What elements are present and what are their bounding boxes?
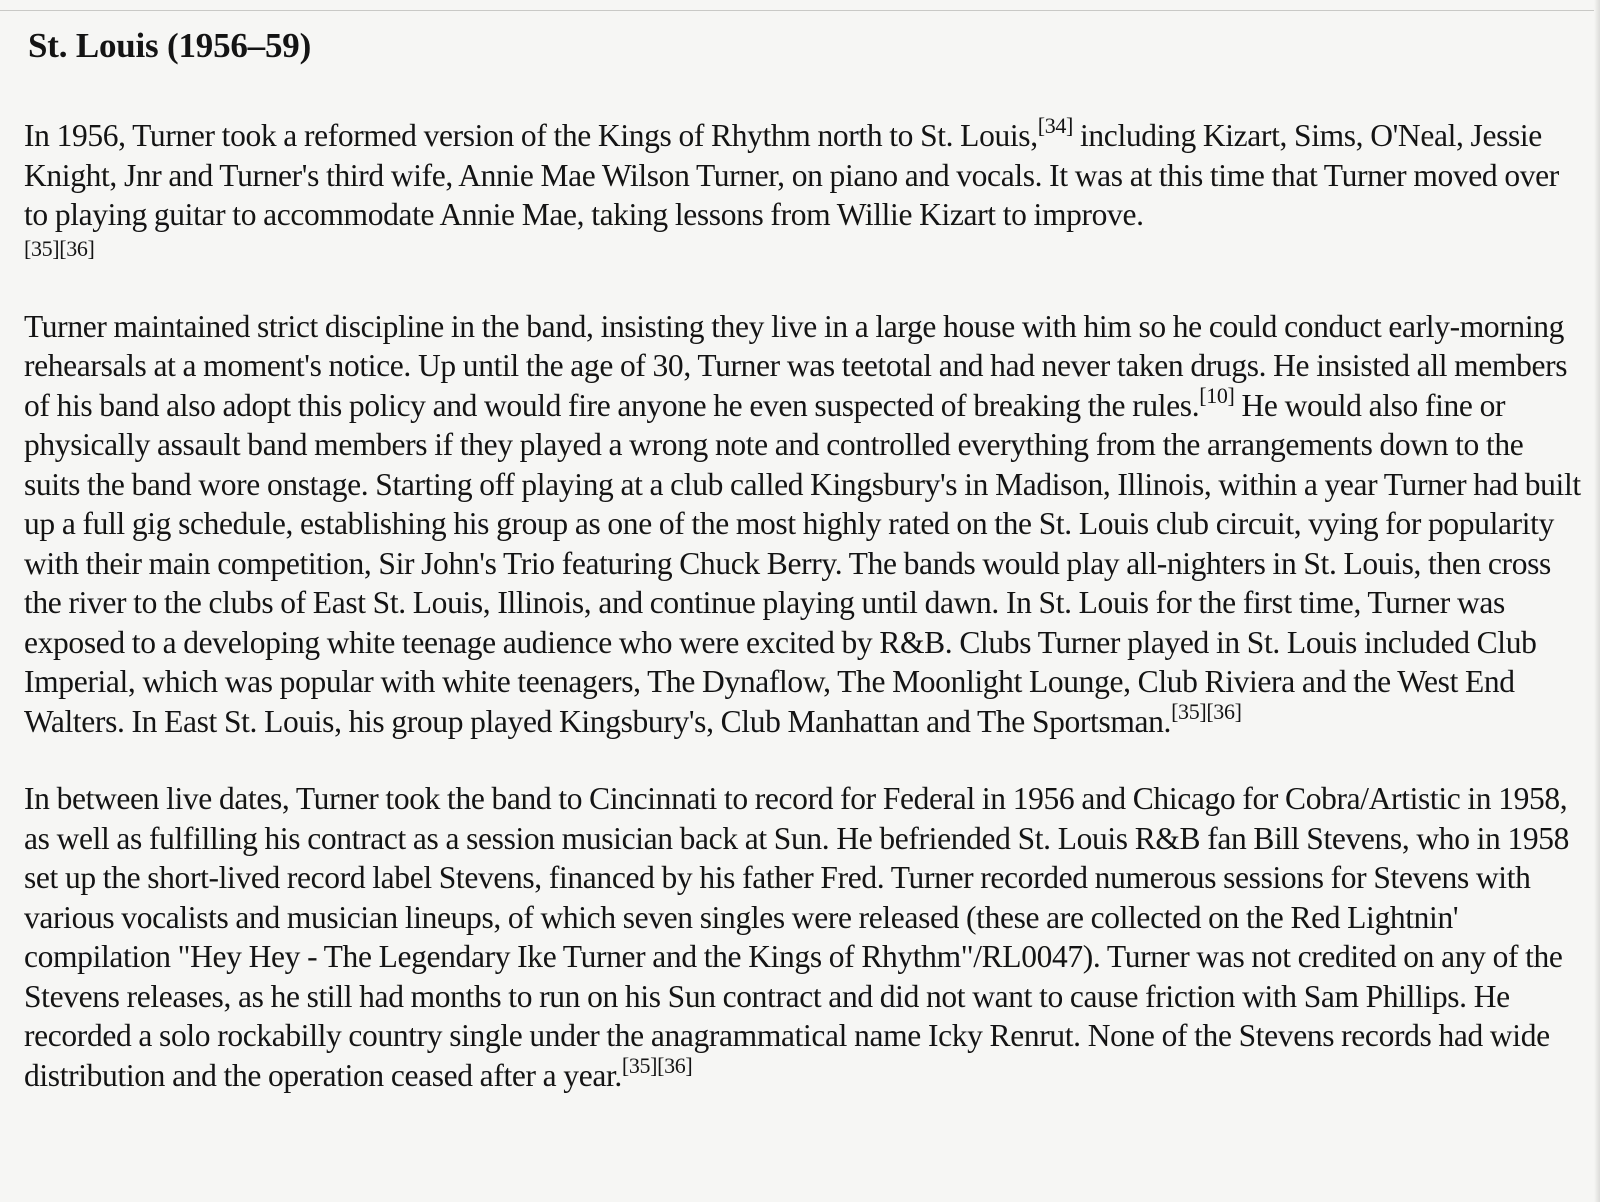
- citation-link[interactable]: [34]: [1037, 113, 1073, 138]
- paragraph-3: [24, 779, 1584, 1095]
- scan-top-edge: [0, 10, 1600, 11]
- paragraph-text: He would also fine or physically assault band members if they played a wrong note and controlled everything from the arrangements down to the suits the band wore onstage. Starting off playing at a club called Kingsbury's in Madison, Illinois, within a year Turner had built up a full gig schedule, establishing his group as one of the most highly rated on the St. Louis club circuit, vying for popularity with their main competition, Sir John's Trio featuring Chuck Berry. The bands would play all-nighters in St. Louis, then cross the river to the clubs of East St. Louis, Illinois, and continue playing until dawn. In St. Louis for the first time, Turner was exposed to a developing white teenage audience who were excited by R&B. Clubs Turner played in St. Louis included Club Imperial, which was popular with white teenagers, The Dynaflow, The Moonlight Lounge, Club Riviera and the West End Walters. In East St. Louis, his group played Kingsbury's, Club Manhattan and The Sportsman.: [24, 387, 1581, 739]
- paragraph-text: Turner maintained strict discipline in the band, insisting they live in a large house with him so he could conduct early-morning rehearsals at a moment's notice. Up until the age of 30, Turner was teetotal and had never taken drugs. He insisted all members of his band also adopt this policy and would fire anyone he even suspected of breaking the rules.: [24, 308, 1568, 423]
- citation-link[interactable]: [35][36]: [1171, 698, 1242, 724]
- paragraph-text: In 1956, Turner took a reformed version of the Kings of Rhythm north to St. Louis,: [24, 118, 1038, 153]
- document-page: [24, 14, 1584, 1095]
- citation-link[interactable]: [35][36]: [24, 235, 95, 261]
- scan-right-edge: [1594, 0, 1600, 1202]
- citation-link[interactable]: [10]: [1199, 382, 1235, 408]
- section-heading: St. Louis (1956–59): [28, 26, 312, 65]
- paragraph-1: [24, 113, 1584, 263]
- paragraph-2: [24, 307, 1584, 742]
- citation-link[interactable]: [35][36]: [621, 1052, 693, 1078]
- paragraph-text: including Kizart, Sims, O'Neal, Jessie Knight, Jnr and Turner's third wife, Annie Mae Wilson Turner, on piano and vocals. It was at this time that Turner moved over to playing guitar to accommodate Annie Mae, taking lessons from Willie Kizart to improve.: [24, 118, 1559, 232]
- paragraph-text: In between live dates, Turner took the band to Cincinnati to record for Federal in 1956 and Chicago for Cobra/Artistic in 1958, as well as fulfilling his contract as a session musician back at Sun. He befriended St. Louis R&B fan Bill Stevens, who in 1958 set up the short-lived record label Stevens, financed by his father Fred. Turner recorded numerous sessions for Stevens with various vocalists and musician lineups, of which seven singles were released (these are collected on the Red Lightnin' compilation "Hey Hey - The Legendary Ike Turner and the Kings of Rhythm"/RL0047). Turner was not credited on any of the Stevens releases, as he still had months to run on his Sun contract and did not want to cause friction with Sam Phillips. He recorded a solo rockabilly country single under the anagrammatical name Icky Renrut. None of the Stevens records had wide distribution and the operation ceased after a year.: [24, 781, 1570, 1093]
